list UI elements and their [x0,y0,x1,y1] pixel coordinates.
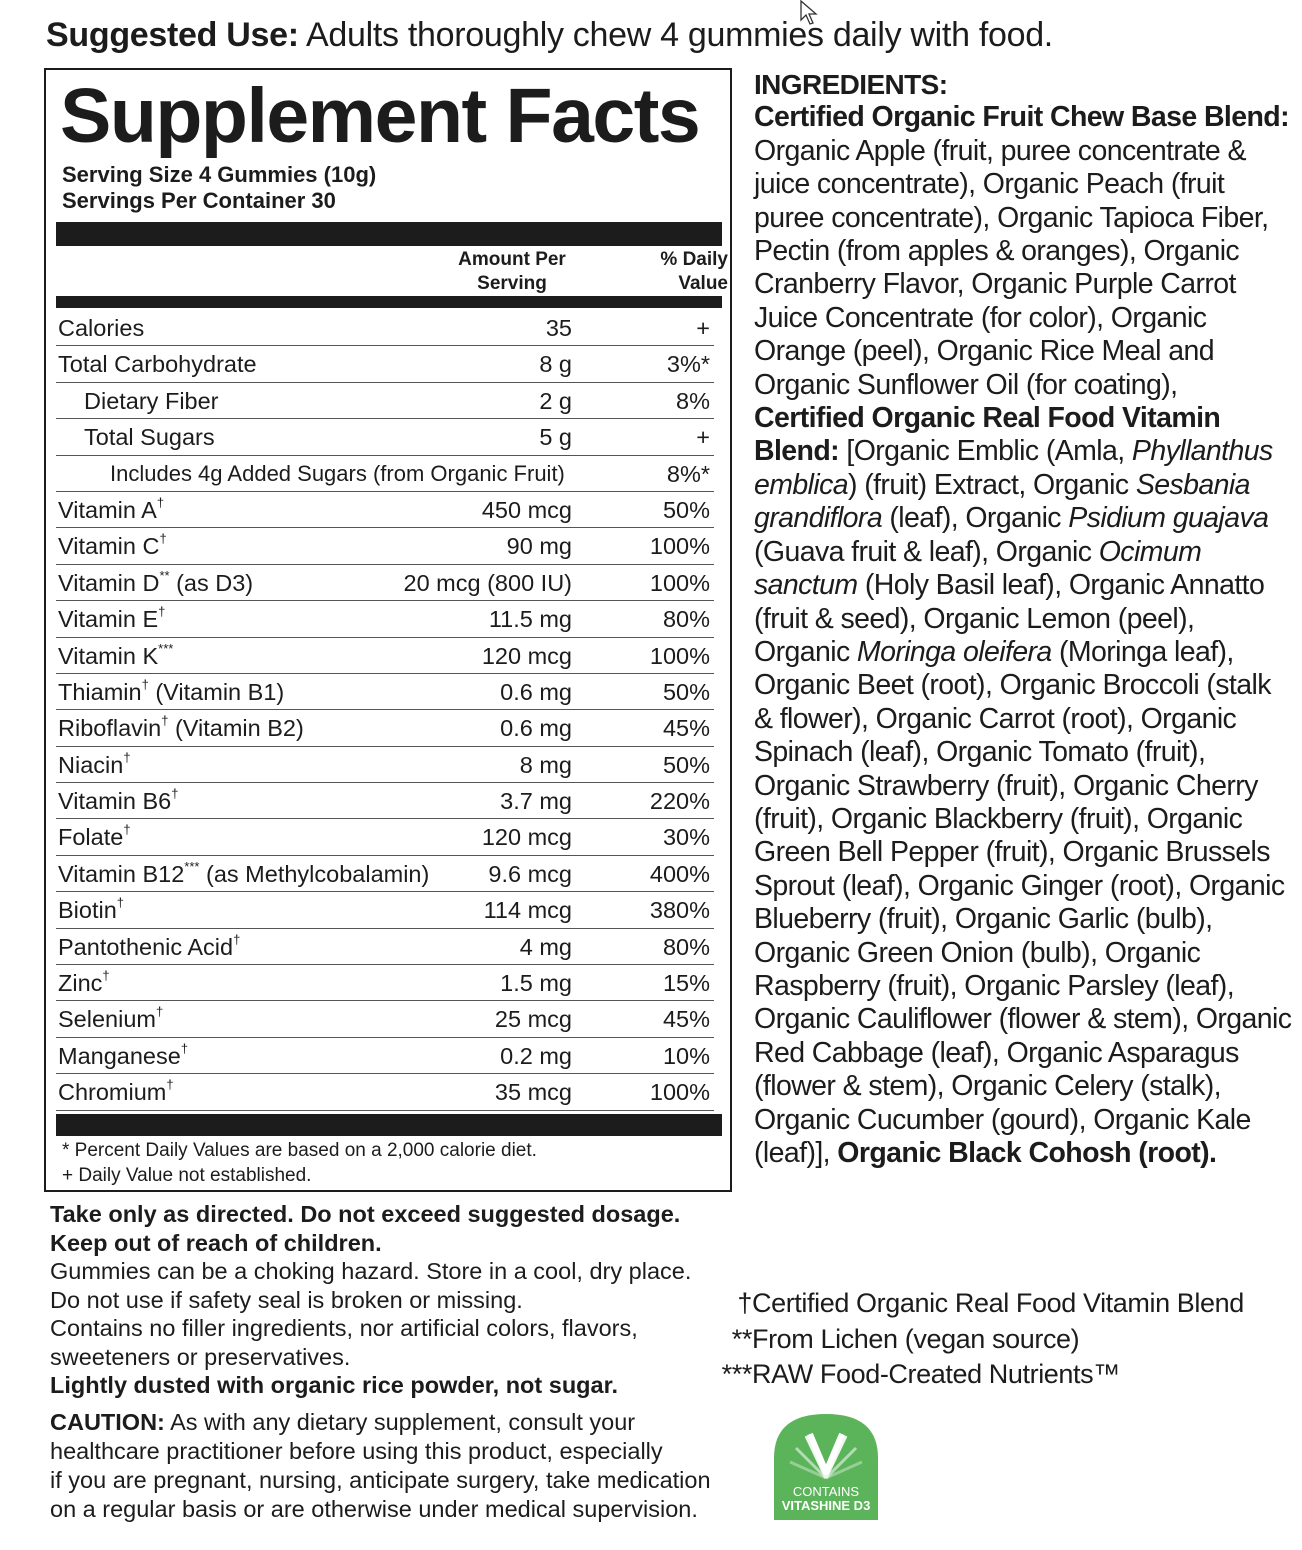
warning-directed: Take only as directed. Do not exceed suggested dosage. [50,1201,681,1227]
nutrient-daily-value: 380% [649,897,710,924]
nutrient-amount: 35 mcg [494,1079,572,1106]
ingredients-part: (Moringa leaf), Organic Beet (root), Organic Broccoli (stalk & flower), Organic Carrot (root), Organic Spinach (leaf), Organic Tomato (fruit), Organic Strawberry (fruit), Organic Cherry (fruit), Organic Blackberry (fruit), Organic Green Bell Pepper (fruit), Organic Brussels Sprout (leaf), Organic Ginger (root), Organic Blueberry (fruit), Organic Garlic (bulb), Organic Green Onion (bulb), Organic Raspberry (fruit), Organic Parsley (leaf), Organic Cauliflower (flower & stem), Organic Red Cabbage (leaf), Organic Asparagus (flower & stem), Organic Celery (stalk), Organic Cucumber (gourd), Organic Kale (leaf)], [754,635,1292,1169]
nutrient-name-text: Calories [58,315,145,341]
nutrient-row [56,747,714,783]
nutrient-footnote-marker: † [180,1040,189,1056]
supplement-facts-panel [44,68,732,1192]
nutrient-name [58,783,178,819]
ingredients-italic: Phyllanthus emblica [754,435,1273,501]
warning-choking: Gummies can be a choking hazard. Store in a cool, dry place. [50,1258,692,1284]
ingredients-text [754,101,1294,1170]
column-header-amount-line2: Serving [477,273,547,294]
nutrient-amount: 0.2 mg [500,1042,572,1069]
nutrient-amount: 4 mg [519,933,572,960]
ingredients-italic: Sesbania grandiflora [754,468,1250,535]
warning-no-filler: Contains no filler ingredients, nor artificial colors, flavors, [50,1315,638,1341]
nutrient-name-text: Selenium [58,1006,156,1033]
nutrient-row [56,1074,714,1110]
caution-block [50,1408,740,1524]
nutrient-amount: 3.7 mg [500,788,572,815]
legend-text: Certified Organic Real Food Vitamin Blend [752,1288,1244,1318]
nutrient-name [58,310,144,346]
nutrient-amount: 2 g [539,387,572,414]
nutrient-name-text: Dietary Fiber [84,387,219,414]
nutrient-daily-value: 15% [662,970,710,997]
legend-item [708,1359,1248,1390]
nutrient-footnote-marker: † [123,822,131,838]
ingredients-italic: Moringa oleifera [856,635,1052,668]
nutrient-row [56,965,714,1001]
nutrient-name [58,601,165,637]
nutrient-daily-value: 220% [649,788,710,815]
nutrient-name-text: Total Sugars [84,424,215,451]
nutrient-daily-value: 45% [662,1006,710,1033]
nutrient-footnote-marker: *** [158,640,174,656]
footnote-not-established: + Daily Value not established. [62,1165,312,1186]
legend-item [708,1324,1248,1355]
nutrient-footnote-marker: † [161,713,169,729]
nutrient-amount: 8 g [539,351,572,378]
nutrient-daily-value: 50% [662,678,710,705]
legend-text: From Lichen (vegan source) [752,1324,1080,1354]
nutrient-footnote-marker: *** [184,858,200,874]
nutrient-row [56,310,714,346]
nutrient-name [58,929,240,965]
warning-children: Keep out of reach of children. [50,1229,382,1256]
legend-symbol: † [737,1288,752,1318]
medium-divider [56,296,722,308]
nutrient-name [58,528,167,564]
ingredients-part: (leaf), Organic [882,502,1069,535]
nutrient-name-text: Niacin [58,751,124,778]
nutrient-name [58,1038,188,1074]
nutrient-name [58,346,257,382]
nutrient-daily-value: + [696,424,710,451]
nutrient-name-text: Riboflavin [58,715,162,742]
nutrient-row [56,783,714,819]
nutrient-name-text: Pantothenic Acid [58,933,234,960]
badge-line1: CONTAINS [792,1484,860,1499]
nutrient-amount: 20 mcg (800 IU) [403,569,572,596]
nutrient-daily-value: 100% [649,642,710,669]
nutrient-row [56,1038,714,1074]
ingredients-part: ) (fruit) Extract, Organic [848,468,1136,501]
nutrient-footnote-marker: † [166,1077,174,1093]
facts-title: Supplement Facts [60,73,700,159]
nutrient-name-text: Vitamin K [58,642,159,669]
footnote-daily-values: * Percent Daily Values are based on a 2,000 calorie diet. [62,1140,537,1161]
nutrient-row [56,492,714,528]
nutrient-daily-value: 80% [662,933,710,960]
nutrient-name [110,456,565,492]
nutrient-name [58,747,131,783]
nutrient-amount: 0.6 mg [500,678,572,705]
nutrient-daily-value: 50% [662,496,710,523]
nutrient-amount: 90 mg [506,533,572,560]
nutrient-daily-value: + [696,315,710,341]
nutrient-name-text: Vitamin A [58,496,157,523]
suggested-use [46,16,1053,55]
legend-symbol: ** [731,1324,752,1354]
ingredients-final: Organic Black Cohosh (root). [837,1137,1217,1169]
nutrient-row [56,819,714,855]
nutrient-daily-value: 30% [662,824,710,851]
nutrient-footnote-marker: † [141,676,149,692]
nutrient-amount: 35 [545,315,572,341]
nutrient-name-suffix: (Vitamin B2) [168,715,304,742]
ingredients-block [754,68,1294,1170]
nutrient-amount: 0.6 mg [500,715,572,742]
nutrient-name-text: Biotin [58,897,117,924]
nutrient-table [56,310,714,1111]
nutrient-amount: 120 mcg [481,824,572,851]
nutrient-name [58,819,131,855]
nutrient-name-text: Includes 4g Added Sugars (from Organic Fruit) [110,460,565,486]
caution-line2: healthcare practitioner before using this product, especially [50,1438,663,1464]
blend1-label: Certified Organic Fruit Chew Base Blend: [754,101,1290,134]
nutrient-name-text: Thiamin [58,678,142,705]
nutrient-daily-value: 50% [662,751,710,778]
nutrient-name-suffix: (as Methylcobalamin) [199,860,430,887]
legend-text: RAW Food-Created Nutrients™ [752,1359,1120,1389]
nutrient-daily-value: 45% [662,715,710,742]
nutrient-row [56,419,714,455]
nutrient-row [56,892,714,928]
nutrient-name [58,492,164,528]
ingredients-italic: Psidium guajava [1068,502,1269,535]
suggested-use-label: Suggested Use: [46,16,299,54]
nutrient-row [56,1001,714,1037]
nutrient-footnote-marker: † [171,786,179,802]
nutrient-row [56,674,714,710]
suggested-use-text: Adults thoroughly chew 4 gummies daily with food. [306,16,1053,54]
nutrient-daily-value: 3%* [666,351,710,378]
nutrient-name [58,1001,163,1037]
thick-divider-bottom [56,1114,722,1136]
nutrient-daily-value: 10% [662,1042,710,1069]
nutrient-name-text: Zinc [58,970,103,997]
nutrient-row [56,528,714,564]
nutrient-daily-value: 8% [676,387,710,414]
warnings-block [50,1200,730,1400]
nutrient-name-text: Vitamin B12 [58,860,185,887]
nutrient-amount: 5 g [539,424,572,451]
column-header-amount [442,248,582,296]
nutrient-name [58,638,173,674]
nutrient-amount: 114 mcg [483,897,572,924]
column-header-amount-line1: Amount Per [458,249,566,270]
nutrient-name [58,965,110,1001]
nutrient-name [58,856,429,892]
nutrient-row [56,456,714,492]
ingredients-part: (Guava fruit & leaf), Organic [754,535,1099,568]
nutrient-footnote-marker: † [233,931,241,947]
nutrient-amount: 8 mg [519,751,572,778]
nutrient-name-text: Vitamin E [58,606,159,633]
nutrient-name-text: Vitamin C [58,533,160,560]
nutrient-footnote-marker: ** [159,567,170,583]
blend1-text: Organic Apple (fruit, puree concentrate & juice concentrate), Organic Peach (fruit puree concentrate), Organic Tapioca Fiber, Pectin (from apples & oranges), Organic Cranberry Flavor, Organic Purple Carrot Juice Concentrate (for color), Organic Orange (peel), Organic Rice Meal and Organic Sunflower Oil (for coating), [754,134,1269,401]
ingredients-part: (Holy Basil leaf), Organic Annatto (fruit & seed), Organic Lemon (peel), Organic [754,569,1265,668]
nutrient-row [56,565,714,601]
nutrient-footnote-marker: † [102,968,110,984]
warning-rice-powder: Lightly dusted with organic rice powder, not sugar. [50,1372,618,1398]
nutrient-name [58,892,124,928]
nutrient-amount: 25 mcg [494,1006,572,1033]
thick-divider-top [56,222,722,246]
nutrient-row [56,383,714,419]
blend2-label: Certified Organic Real Food Vitamin Blend: [754,402,1221,468]
nutrient-footnote-marker: † [159,531,167,547]
nutrient-name [58,674,284,710]
nutrient-footnote-marker: † [156,494,165,510]
nutrient-name [58,565,253,601]
nutrient-row [56,601,714,637]
legend-symbol: *** [721,1359,752,1389]
badge-line2: VITASHINE D3 [781,1498,871,1513]
nutrient-row [56,638,714,674]
nutrient-name [84,383,219,419]
nutrient-name-text: Vitamin D [58,569,160,596]
serving-size: Serving Size 4 Gummies (10g) [62,162,377,187]
nutrient-amount: 9.6 mcg [488,860,572,887]
nutrient-daily-value: 80% [662,606,710,633]
nutrient-daily-value: 8%* [666,460,710,487]
nutrient-amount: 1.5 mg [500,970,572,997]
servings-per-container: Servings Per Container 30 [62,188,336,213]
caution-line1: As with any dietary supplement, consult your [164,1409,636,1435]
nutrient-row [56,929,714,965]
nutrient-daily-value: 100% [649,533,710,560]
caution-line3: if you are pregnant, nursing, anticipate surgery, take medication [50,1467,711,1493]
nutrient-row [56,710,714,746]
ingredients-part: [Organic Emblic (Amla, [839,435,1132,468]
nutrient-name-suffix: (Vitamin B1) [148,678,285,705]
caution-line4: on a regular basis or are otherwise under medical supervision. [50,1496,698,1522]
column-header-daily-value [640,248,728,296]
nutrient-name-text: Folate [58,824,124,851]
nutrient-name-text: Total Carbohydrate [58,351,257,378]
ingredients-heading: INGREDIENTS: [754,69,948,100]
nutrient-name-text: Chromium [58,1079,167,1106]
column-header-dv-line1: % Daily [660,249,728,270]
nutrient-footnote-marker: † [123,749,131,765]
nutrient-amount: 450 mcg [481,496,572,523]
warning-no-filler-cont: sweeteners or preservatives. [50,1343,351,1370]
ingredients-italic: Ocimum sanctum [754,535,1202,602]
caution-label: CAUTION: [50,1409,165,1435]
legend-item [708,1288,1248,1319]
nutrient-footnote-marker: † [158,604,166,620]
nutrient-footnote-marker: † [155,1004,164,1020]
nutrient-footnote-marker: † [116,895,125,911]
warning-seal: Do not use if safety seal is broken or missing. [50,1286,523,1313]
nutrient-amount: 120 mcg [481,642,572,669]
nutrient-name-text: Manganese [58,1042,181,1069]
nutrient-name [58,710,304,746]
nutrient-name-suffix: (as D3) [169,569,254,596]
nutrient-amount: 11.5 mg [488,606,572,633]
column-header-dv-line2: Value [678,273,728,294]
nutrient-name-text: Vitamin B6 [58,788,172,815]
nutrient-name [84,419,215,455]
nutrient-row [56,346,714,382]
nutrient-daily-value: 100% [649,1079,710,1106]
nutrient-row [56,856,714,892]
nutrient-name [58,1074,174,1110]
nutrient-daily-value: 100% [649,569,710,596]
nutrient-daily-value: 400% [649,860,710,887]
